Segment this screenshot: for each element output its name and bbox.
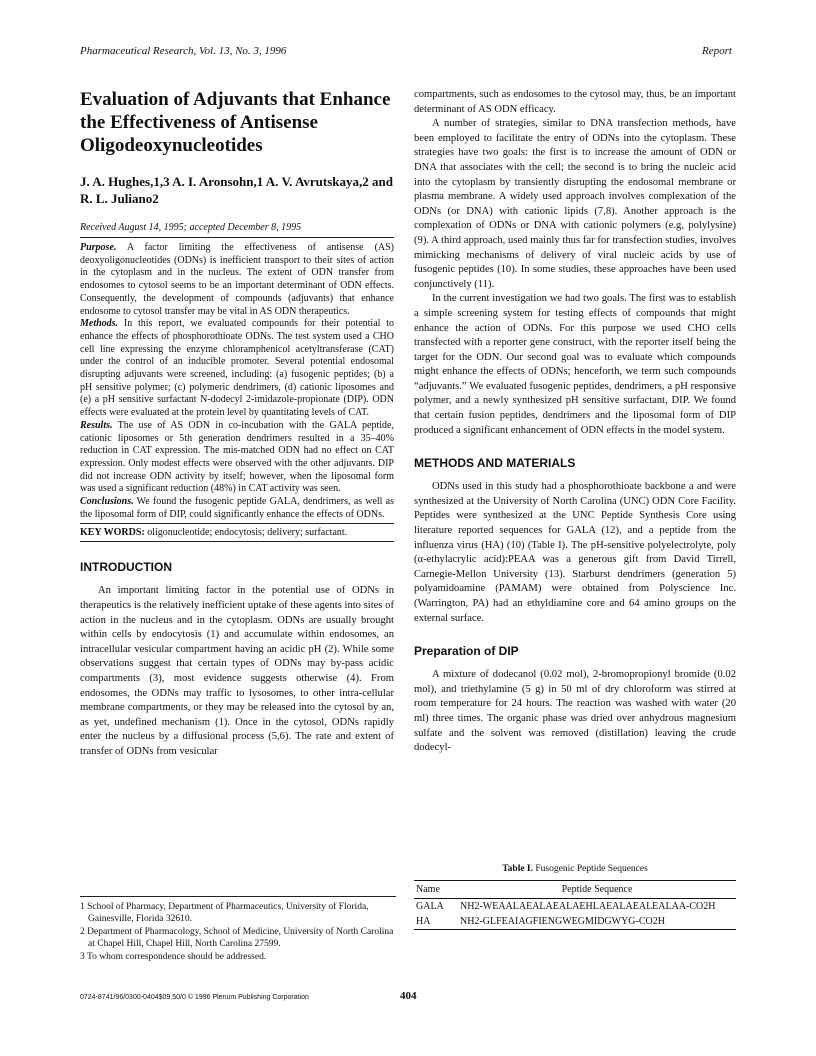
table-header-name: Name xyxy=(414,881,458,899)
keywords: KEY WORDS: oligonucleotide; endocytosis; delivery; surfactant. xyxy=(80,523,394,542)
article-title: Evaluation of Adjuvants that Enhance the Effectiveness of Antisense Oligodeoxynucleotides xyxy=(80,89,391,156)
table-header-seq: Peptide Sequence xyxy=(458,881,736,899)
left-column xyxy=(80,88,394,760)
paragraph: ODNs used in this study had a phosphorothioate backbone a and were synthesized at the University of North Carolina (UNC) ODN Core Facility. Peptides were synthesized at the UNC Peptide Synthesis Core using literature reported sequences for GALA (12), and a peptide from the influenza virus (HA) (10) (Table I). The pH-sensitive polyelectrolyte, poly (α-ethylacrylic acid):PEAA was a generous gift from David Tirrell, Carnegie-Mellon University (13). Starburst dendrimers (generation 5) polyamidoamine (PAMAM) were obtained from Polyscience Inc. (Warrington, PA) had an ethyldiamine core and 64 amino groups on the external surface. xyxy=(414,481,736,624)
abstract xyxy=(80,242,394,521)
table-1 xyxy=(414,864,736,930)
paragraph: compartments, such as endosomes to the cytosol may, thus, be an important determinant of AS ODN efficacy. xyxy=(414,89,736,115)
abstract-purpose: Purpose. A factor limiting the effectiveness of antisense (AS) deoxyoligonucleotides (ODNs) is inefficient transport to their sites of action in the cytoplasm and in the nucleus. The extent of ODN transfer from endosomes to cytosol seems to be an important determinant of ODN effects. Consequently, the development of compounds (adjuvants) that enhance endosome to cytosol transfer may be vital in AS ODN therapeutics. xyxy=(80,242,395,317)
paragraph: In the current investigation we had two goals. The first was to establish a simple screening system for testing effects of compounds that might enhance the action of ODNs. For this purpose we used CHO cells transfected with a reporter gene construct, with the reporter itself being the target for the ODN. Our second goal was to evaluate which compounds might enhance the effects of ODNs; henceforth, we term such compounds “adjuvants.” We evaluated fusogenic peptides, dendrimers, a pH responsive polymer, and a newly synthesized pH sensitive surfactant, DIP. We found that certain fusion peptides, dendrimers and the liposomal form of DIP produced a significant enhancement of ODN effects in the model system. xyxy=(414,293,736,436)
paragraph: A number of strategies, similar to DNA transfection methods, have been employed to facilitate the entry of ODNs into the cytoplasm. These strategies have two goals: the first is to increase the amount of ODN or DNA that associates with the cell; the second is to bring the nucleic acid into the cytoplasm by transiently disrupting the endosomal membrane or plasma membrane. A widely used approach involves complexation of the ODNs (or DNA) with cationic lipids (7,8). Another approach is the complexation of ODNs or DNA with cationic polymers (e.g, polylysine) (9). A third approach, used mainly thus far for transfection studies, involves mimicking mechanisms of delivery of viral nucleic acids by use of fusogenic peptides (10). In some studies, these approaches have been used conjunctively (11). xyxy=(414,118,736,290)
abstract-methods: Methods. In this report, we evaluated compounds for their potential to enhance the effects of phosphorothioate ODNs. The test system used a CHO cell line expressing the enzyme chloramphenicol acetyltransferase (CAT) under the control of an inducible promoter. Several potential endosomal disrupting adjuvants were screened, including: (a) fusogenic peptides; (b) a pH sensitive polymer; (c) polymeric dendrimers, (d) cationic liposomes and (e) a pH sensitive surfactant N-dodecyl 2-imidazole-propionate (DIP). ODN effects were evaluated at the protein level by quantitating levels of CAT. xyxy=(80,318,394,419)
copyright-code: 0724-8741/96/0300-0404$09.50/0 © 1996 Plenum Publishing Corporation xyxy=(80,994,309,1001)
abstract-results: Results. The use of AS ODN in co-incubation with the GALA peptide, cationic liposomes or 5th generation dendrimers resulted in a 35–40% reduction in CAT expression. The mis-matched ODN had no effect on CAT expression. Only modest effects were observed with the other adjuvants. DIP did not increase ODN activity by itself; however, when the liposomal form was used a significant reduction (48%) in CAT activity was seen. xyxy=(80,419,394,495)
intro-heading: INTRODUCTION xyxy=(80,560,172,575)
author-list: J. A. Hughes,1,3 A. I. Aronsohn,1 A. V. Avrutskaya,2 and R. L. Juliano2 xyxy=(80,174,393,206)
methods-heading: METHODS AND MATERIALS xyxy=(414,456,576,471)
received-dates: Received August 14, 1995; accepted December 8, 1995 xyxy=(80,222,394,238)
table-row: HA NH2-GLFEAIAGFIENGWEGMIDGWYG-CO2H xyxy=(414,914,736,930)
footnote: 3 To whom correspondence should be addressed. xyxy=(80,951,267,962)
footnote: 1 School of Pharmacy, Department of Pharmaceutics, University of Florida, Gainesville, Florida 32610. xyxy=(80,902,369,925)
dip-heading: Preparation of DIP xyxy=(414,644,519,659)
table-caption: Table I. Fusogenic Peptide Sequences xyxy=(502,864,648,874)
intro-paragraph: An important limiting factor in the potential use of ODNs in therapeutics is the relatively inefficient uptake of these agents into sites of action in the nucleus and in the cytoplasm. ODNs are usually brought within cells by endocytosis (1) and accumulate within endosomes, an intracellular vesicular compartment having an acidic pH (2). While some observations suggest that certain types of ODNs may by-pass acidic compartments (3), most evidence suggests otherwise (4). From endosomes, the ODNs may traffic to lysosomes, to other intra-cellular membrane compartments, or they may be released into the cytosol by an, as yet, undefined mechanism (1). Once in the cytosol, ODNs rapidly enter the nucleus by a diffusional process (5,6). The rate and extent of transfer of ODNs from vesicular xyxy=(80,585,394,757)
footnotes xyxy=(80,896,396,963)
abstract-conclusions: Conclusions. We found the fusogenic peptide GALA, dendrimers, as well as the liposomal form of DIP, could significantly enhance the effects of ODNs. xyxy=(80,496,394,520)
article-type: Report xyxy=(702,45,732,57)
footnote: 2 Department of Pharmacology, School of Medicine, University of North Carolina at Chapel Hill, Chapel Hill, North Carolina 27599. xyxy=(80,926,394,950)
page-number: 404 xyxy=(400,990,417,1002)
table-row: GALA NH2-WEAALAEALAEALAEHLAEALAEALEALAA-CO2H xyxy=(416,901,716,912)
paragraph: A mixture of dodecanol (0.02 mol), 2-bromopropionyl bromide (0.02 mol), and triethylamine (5 g) in 50 ml of dry chloroform was stirred at room temperature for 24 hours. The reaction was washed with water (20 ml) three times. The organic phase was dried over anhydrous magnesium sulfate and the solvent was removed (distillation) leaving the crude dodecyl- xyxy=(414,669,736,754)
journal-header: Pharmaceutical Research, Vol. 13, No. 3, 1996 xyxy=(80,45,287,57)
right-column xyxy=(414,88,736,756)
